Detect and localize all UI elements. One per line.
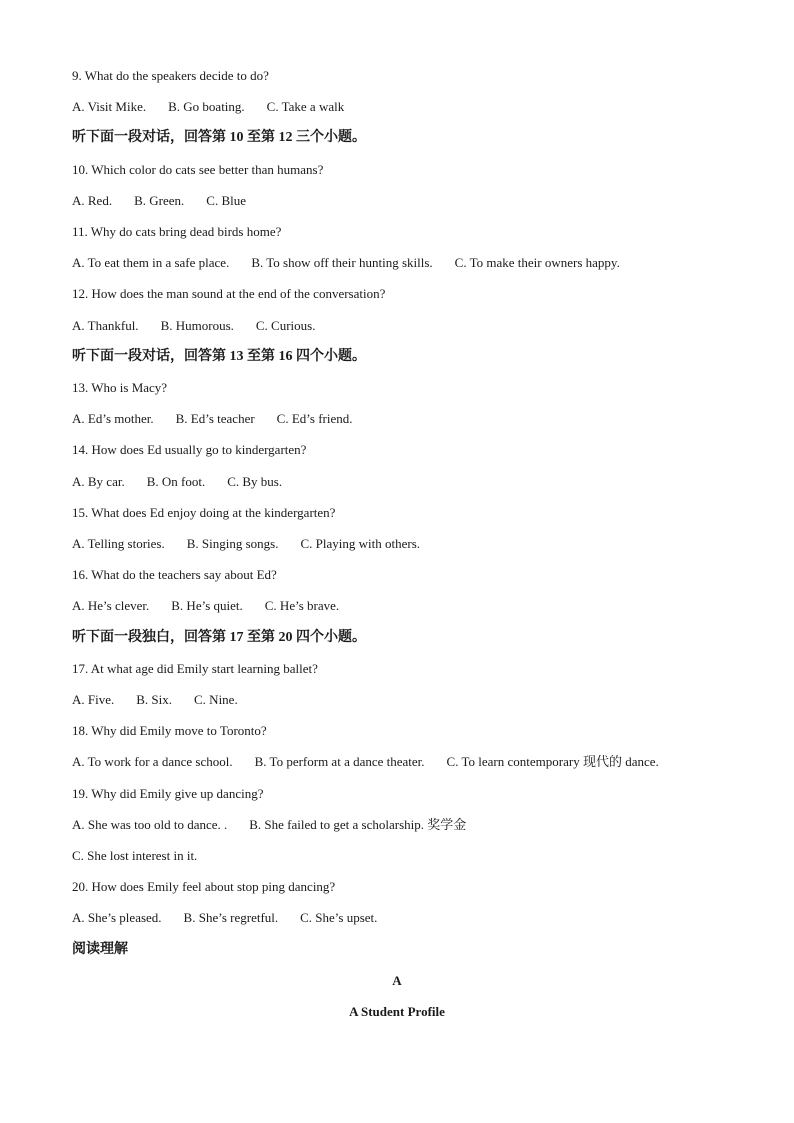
question-text: 11. Why do cats bring dead birds home? — [72, 224, 282, 239]
question-text: 15. What does Ed enjoy doing at the kindergarten? — [72, 505, 336, 520]
answer-options — [72, 535, 442, 553]
passage-title: A Student Profile — [349, 1004, 445, 1019]
answer-option: A. She was too old to dance. . — [72, 817, 228, 832]
question-text: 19. Why did Emily give up dancing? — [72, 786, 264, 801]
question-text: C. She lost interest in it. — [72, 848, 198, 863]
question-text: 17. At what age did Emily start learning ballet? — [72, 661, 318, 676]
section-heading: 阅读理解 — [72, 942, 128, 957]
answer-option: C. Nine. — [194, 692, 238, 707]
answer-option: C. By bus. — [227, 474, 283, 489]
answer-option: B. She failed to get a scholarship. 奖学金 — [249, 817, 467, 832]
answer-option: B. Humorous. — [160, 318, 234, 333]
answer-option: A. She’s pleased. — [72, 910, 162, 925]
answer-options — [72, 816, 488, 834]
question-text: 18. Why did Emily move to Toronto? — [72, 723, 267, 738]
question-text: 12. How does the man sound at the end of the conversation? — [72, 286, 386, 301]
answer-option: B. He’s quiet. — [171, 598, 243, 613]
answer-options — [72, 254, 642, 272]
answer-option: C. Ed’s friend. — [276, 411, 353, 426]
answer-option: C. To learn contemporary 现代的 dance. — [446, 754, 659, 769]
answer-option: B. To show off their hunting skills. — [251, 255, 433, 270]
answer-options — [72, 597, 361, 615]
answer-option: C. Playing with others. — [300, 536, 421, 551]
answer-option: B. Singing songs. — [186, 536, 279, 551]
question-text: 20. How does Emily feel about stop ping dancing? — [72, 879, 336, 894]
section-heading: 听下面一段对话，回答第 13 至第 16 四个小题。 — [72, 349, 366, 364]
answer-option: C. He’s brave. — [264, 598, 340, 613]
answer-option: B. Go boating. — [168, 99, 245, 114]
answer-option: A. Telling stories. — [72, 536, 165, 551]
question-text: 16. What do the teachers say about Ed? — [72, 567, 277, 582]
answer-options — [72, 317, 337, 335]
answer-option: C. She’s upset. — [300, 910, 378, 925]
passage-letter: A — [392, 973, 402, 988]
answer-options — [72, 410, 375, 428]
question-text: 10. Which color do cats see better than humans? — [72, 162, 324, 177]
answer-option: B. Six. — [136, 692, 173, 707]
answer-option: C. Blue — [206, 193, 247, 208]
answer-options — [72, 192, 268, 210]
answer-option: A. Thankful. — [72, 318, 139, 333]
answer-option: B. Ed’s teacher — [175, 411, 255, 426]
answer-options — [72, 753, 681, 771]
answer-option: A. Visit Mike. — [72, 99, 147, 114]
answer-options — [72, 691, 260, 709]
answer-options — [72, 909, 399, 927]
question-text: 14. How does Ed usually go to kindergarten? — [72, 442, 307, 457]
answer-option: B. On foot. — [146, 474, 206, 489]
answer-option: A. To eat them in a safe place. — [72, 255, 230, 270]
answer-options — [72, 473, 304, 491]
question-text: 13. Who is Macy? — [72, 380, 168, 395]
answer-option: B. She’s regretful. — [183, 910, 279, 925]
answer-option: B. To perform at a dance theater. — [254, 754, 425, 769]
answer-option: A. By car. — [72, 474, 125, 489]
answer-option: C. To make their owners happy. — [454, 255, 620, 270]
answer-option: C. Curious. — [255, 318, 316, 333]
answer-option: A. Ed’s mother. — [72, 411, 154, 426]
answer-option: A. Red. — [72, 193, 113, 208]
answer-option: A. To work for a dance school. — [72, 754, 233, 769]
answer-option: A. Five. — [72, 692, 115, 707]
section-heading: 听下面一段对话，回答第 10 至第 12 三个小题。 — [72, 130, 366, 145]
answer-option: C. Take a walk — [266, 99, 345, 114]
question-text: 9. What do the speakers decide to do? — [72, 68, 269, 83]
section-heading: 听下面一段独白，回答第 17 至第 20 四个小题。 — [72, 630, 366, 645]
answer-option: A. He’s clever. — [72, 598, 150, 613]
answer-options — [72, 98, 366, 116]
answer-option: B. Green. — [134, 193, 185, 208]
